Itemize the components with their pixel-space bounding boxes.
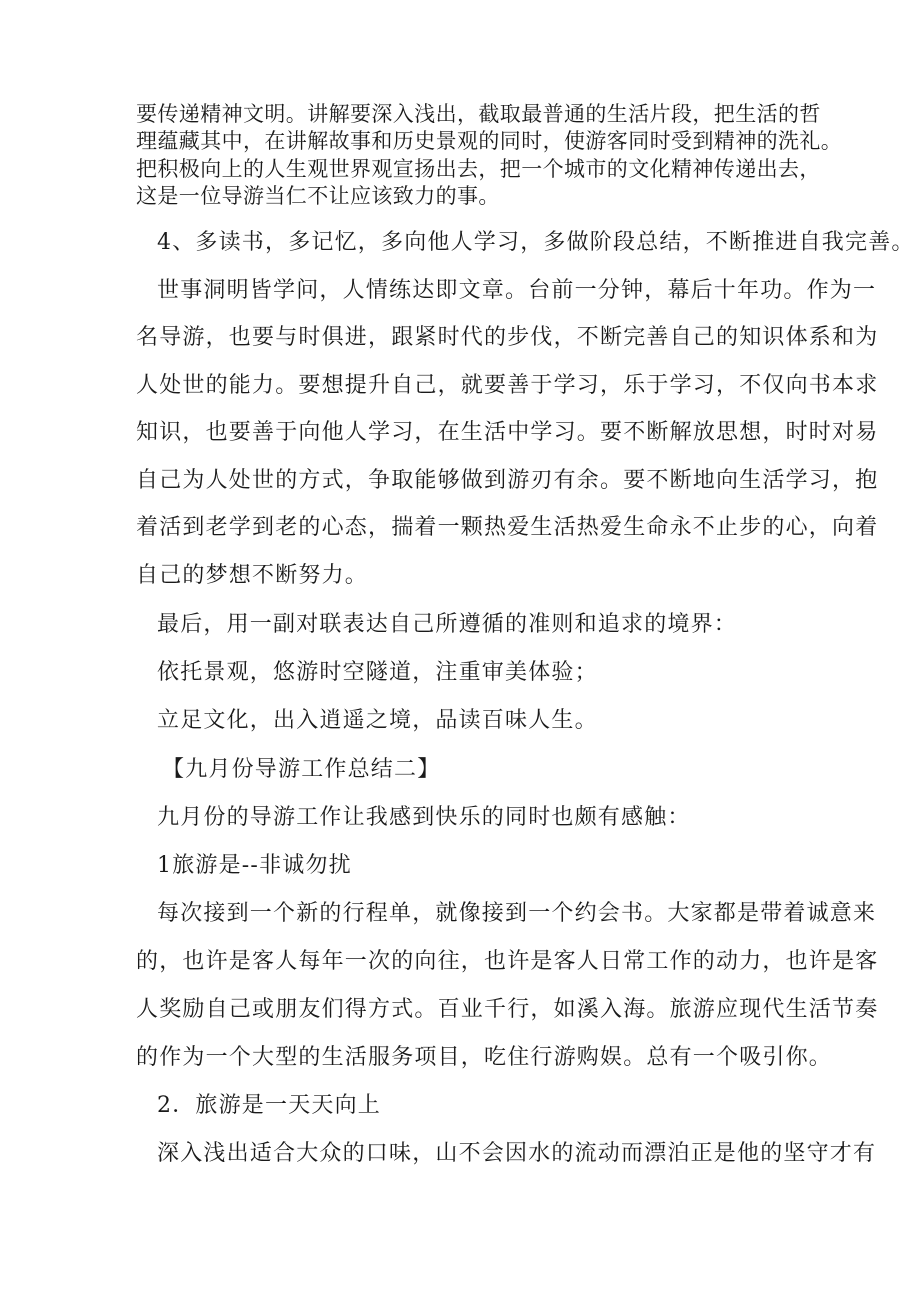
section-point-4: 4、多读书，多记忆，多向他人学习，多做阶段总结，不断推进自我完善。 <box>157 230 915 255</box>
text-line: 每次接到一个新的行程单，就像接到一个约会书。大家都是带着诚意来 <box>157 901 877 926</box>
text-line: 世事洞明皆学问，人情练达即文章。台前一分钟，幕后十年功。作为一 <box>157 278 877 303</box>
text-line: 理蕴藏其中，在讲解故事和历史景观的同时，使游客同时受到精神的洗礼。 <box>136 129 843 153</box>
text-line: 人奖励自己或朋友们得方式。百业千行，如溪入海。旅游应现代生活节奏 <box>136 997 879 1022</box>
subheading-2: 2．旅游是一天天向上 <box>157 1093 381 1118</box>
couplet-line-1: 依托景观，悠游时空隧道，注重审美体验； <box>157 660 598 685</box>
text-line: 九月份的导游工作让我感到快乐的同时也颇有感触： <box>157 805 691 830</box>
text-line: 的作为一个大型的生活服务项目，吃住行游购娱。总有一个吸引你。 <box>136 1045 833 1070</box>
text-line: 把积极向上的人生观世界观宣扬出去，把一个城市的文化精神传递出去， <box>136 157 821 181</box>
couplet-line-2: 立足文化，出入逍遥之境，品读百味人生。 <box>157 708 598 733</box>
text-line: 名导游，也要与时俱进，跟紧时代的步伐，不断完善自己的知识体系和为 <box>136 325 879 350</box>
text-line: 知识，也要善于向他人学习，在生活中学习。要不断解放思想，时时对易 <box>136 420 879 445</box>
text-line: 着活到老学到老的心态，揣着一颗热爱生活热爱生命永不止步的心，向着 <box>136 515 879 540</box>
text-line: 这是一位导游当仁不让应该致力的事。 <box>136 184 500 208</box>
text-line: 最后，用一副对联表达自己所遵循的准则和追求的境界： <box>157 612 738 637</box>
section-heading: 【九月份导游工作总结二】 <box>162 757 441 782</box>
text-line: 人处世的能力。要想提升自己，就要善于学习，乐于学习，不仅向书本求 <box>136 373 879 398</box>
text-line: 自己的梦想不断努力。 <box>136 563 369 588</box>
text-line: 的，也许是客人每年一次的向往，也许是客人日常工作的动力，也许是客 <box>136 949 879 974</box>
text-line: 深入浅出适合大众的口味，山不会因水的流动而漂泊正是他的坚守才有 <box>157 1141 877 1166</box>
text-line: 自己为人处世的方式，争取能够做到游刃有余。要不断地向生活学习，抱 <box>136 468 879 493</box>
subheading-1: 1旅游是--非诚勿扰 <box>157 853 352 878</box>
text-line: 要传递精神文明。讲解要深入浅出，截取最普通的生活片段，把生活的哲 <box>136 102 821 126</box>
